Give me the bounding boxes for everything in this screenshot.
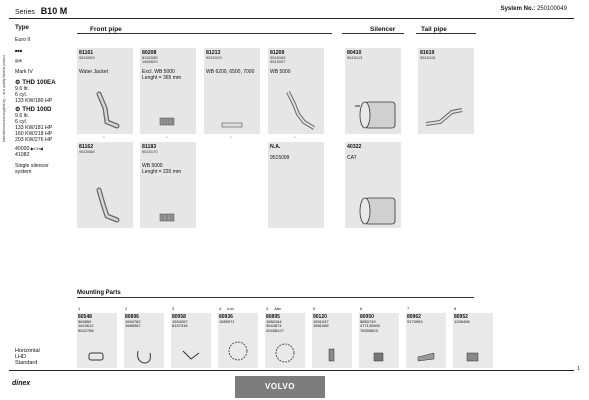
mount-part-number: 80895 — [266, 314, 280, 320]
mount-oe-number: 569850 1624612 9522768 — [78, 319, 94, 333]
oe-number: 9515115 — [420, 55, 436, 60]
gasket-icon — [77, 313, 117, 368]
engine2-line-4: 160 KW/218 HP — [15, 131, 53, 137]
ring-clamp-icon — [265, 313, 305, 368]
engine1-line-3: 133 KW/180 HP — [15, 98, 53, 104]
series-value: B10 M — [40, 6, 68, 16]
series-label: Series — [15, 9, 35, 16]
mounting-part-card[interactable] — [312, 306, 352, 368]
mount-index — [313, 306, 315, 311]
hanger-icon — [406, 313, 446, 368]
bolt-icon — [312, 313, 352, 368]
engine2-line-3: 133 KW/181 HP — [15, 125, 53, 131]
spec-lhd: LHD — [15, 354, 27, 361]
bracket-icon — [171, 313, 211, 368]
single-silencer: Single silencer — [15, 163, 49, 169]
clamp-icon — [124, 313, 164, 368]
silencer-drawing — [345, 48, 401, 134]
connector-mark: ◦ — [230, 135, 233, 141]
part-number: 81162 — [79, 144, 94, 150]
engine1-title-text: THD 100EA — [22, 79, 56, 86]
oe-number: 9515170 — [142, 149, 158, 154]
part-number: 81209 — [270, 50, 285, 56]
part-card[interactable] — [268, 48, 324, 134]
type-panel — [15, 25, 73, 175]
part-number: 81161 — [79, 50, 94, 56]
range-arrow-icon: ▶CH◀ — [30, 146, 43, 151]
system-label: System No.: — [500, 6, 536, 12]
oe-number: 9515063 — [79, 55, 95, 60]
tail-pipe-line — [416, 33, 476, 34]
washer-icon — [453, 313, 493, 368]
tail-pipe-drawing — [418, 48, 474, 134]
mount-index — [454, 306, 456, 311]
engine2-line-2: 6 cyl. — [15, 119, 28, 125]
part-number: 40322 — [347, 144, 362, 150]
silencer-line — [342, 33, 404, 34]
system-value: 250100049 — [536, 6, 567, 12]
part-number: 81619 — [420, 50, 435, 56]
bent-pipe-drawing — [77, 142, 133, 228]
side-note: Manufactured and supplied by ... as a quality exhaust product — [2, 55, 6, 142]
mount-index-num: 8 — [454, 306, 457, 311]
oe-number: 9518184 9515097 — [270, 55, 286, 65]
oe-number: 9515103 — [206, 55, 222, 60]
engine1-line-2: 6 cyl. — [15, 92, 28, 98]
part-card[interactable] — [418, 48, 474, 134]
part-number: 80208 — [142, 50, 157, 56]
mount-index-num: 7 — [407, 306, 410, 311]
section-silencer: Silencer — [370, 26, 396, 33]
part-card[interactable] — [268, 142, 324, 228]
mount-qty: Abc — [274, 306, 282, 311]
mount-oe-number: 5850749 477130800 78305823 — [360, 319, 381, 333]
mount-index-num: 4 — [266, 306, 269, 311]
mount-index-num: 1 — [78, 306, 81, 311]
brand-banner: VOLVO — [235, 376, 325, 398]
bent-pipe-drawing — [77, 48, 133, 134]
type-title: Type — [15, 24, 29, 31]
mount-oe-number: 1591047 1581066 — [313, 319, 329, 329]
spec-horizontal: Horizontal — [15, 348, 40, 354]
mount-index-num: 3 — [172, 306, 175, 311]
page-number: 1 — [577, 366, 580, 372]
mark-label: Mark IV — [15, 69, 33, 75]
mount-index — [407, 306, 409, 311]
part-note: CAT — [347, 154, 357, 161]
system-word: system — [15, 169, 32, 175]
spec-standard: Standard — [15, 360, 38, 367]
part-card[interactable] — [345, 48, 401, 134]
mounting-part-card[interactable] — [77, 306, 117, 368]
engine2-line-1: 9.6 ltr. — [15, 113, 30, 119]
euro-label: Euro II — [15, 37, 31, 43]
mount-index — [266, 306, 281, 311]
mounting-part-card[interactable] — [265, 306, 305, 368]
section-tail-pipe: Tail pipe — [421, 26, 447, 33]
front-pipe-line — [77, 33, 332, 34]
connector-mark: ◦ — [294, 135, 297, 141]
part-number: 81183 — [142, 144, 157, 150]
part-note: WB 5000 — [270, 69, 291, 75]
oe-number: 9515113 — [347, 55, 363, 60]
nut-icon — [359, 313, 399, 368]
ring-clamp-icon — [218, 313, 258, 368]
footer-rule — [9, 370, 574, 371]
oe-number: 8152085 1669629 — [142, 55, 158, 65]
mount-index-num: 6 — [360, 306, 363, 311]
dinex-logo: dinex — [12, 380, 31, 387]
part-note: WB 6200, 6500, 7000 — [206, 69, 255, 75]
engine-icon: ⚙ — [15, 106, 21, 113]
mount-index — [172, 306, 174, 311]
engine-icon: ⚙ — [15, 79, 21, 86]
engine2-title-text: THD 100D — [22, 106, 52, 113]
mount-index-num: 4 — [219, 306, 222, 311]
mounting-parts-title: Mounting Parts — [77, 290, 121, 296]
connector-mark: ◦ — [103, 135, 106, 141]
long-pipe-drawing — [268, 48, 324, 134]
mount-oe-number: 1594267 8157316 — [172, 319, 188, 329]
part-note: Water Jacket — [79, 69, 108, 75]
part-card[interactable] — [345, 142, 401, 228]
mount-index — [78, 306, 80, 311]
mounting-part-card[interactable] — [406, 306, 446, 368]
mounting-part-card[interactable] — [453, 306, 493, 368]
mount-part-number: 90120 — [313, 314, 327, 320]
kit-icon: ▤⊗ — [15, 58, 23, 63]
mounting-line — [77, 297, 474, 298]
mount-part-number: 80896 — [125, 314, 139, 320]
engine1-line-1: 9.6 ltr. — [15, 86, 30, 92]
engine2-line-5: 203 KW/276 HP — [15, 137, 53, 143]
oe-number: 9515068 — [79, 149, 95, 154]
part-note: Excl. WB 5000 Lenght = 365 mm — [142, 69, 182, 81]
part-number: 80410 — [347, 50, 362, 56]
mount-part-number: 80962 — [407, 314, 421, 320]
catalyst-drawing — [345, 142, 401, 228]
part-note: 9515099 — [270, 154, 290, 161]
part-card[interactable] — [140, 48, 196, 134]
flex-pipe-drawing — [140, 48, 196, 134]
mounting-part-card[interactable] — [359, 306, 399, 368]
flex-pipe-drawing — [140, 142, 196, 228]
part-number: 81213 — [206, 50, 221, 56]
mounting-part-card[interactable] — [218, 306, 258, 368]
header-rule — [9, 18, 574, 19]
mount-qty: Incl. — [227, 306, 235, 311]
chassis-to: 41082 — [15, 152, 30, 158]
mount-index-num: 2 — [125, 306, 128, 311]
mounting-part-card[interactable] — [171, 306, 211, 368]
part-number: N.A. — [270, 144, 281, 150]
part-card[interactable] — [77, 48, 133, 134]
part-note: WB 5000 Lenght = 220 mm — [142, 163, 182, 175]
mount-index — [219, 306, 235, 311]
mount-part-number: 80952 — [454, 314, 468, 320]
mounting-spec — [15, 348, 40, 367]
part-card[interactable] — [77, 142, 133, 228]
mount-index — [360, 306, 362, 311]
part-card[interactable] — [140, 142, 196, 228]
series-header — [15, 6, 67, 16]
mount-index — [125, 306, 127, 311]
euro-icon: ■■■ — [15, 48, 23, 53]
mount-index-num: 5 — [313, 306, 316, 311]
mount-oe-number: 1206408 — [454, 319, 470, 324]
mount-part-number: 80958 — [172, 314, 186, 320]
system-number — [501, 6, 567, 12]
connector-mark: ◦ — [166, 135, 169, 141]
mount-part-number: 80950 — [360, 314, 374, 320]
part-card[interactable] — [204, 48, 260, 134]
chassis-from: 40000 — [15, 146, 30, 152]
mounting-part-card[interactable] — [124, 306, 164, 368]
section-front-pipe: Front pipe — [90, 26, 122, 33]
mount-oe-number: 9173953 — [407, 319, 423, 324]
mount-oe-number: 1589971 — [219, 319, 235, 324]
mount-part-number: 80936 — [219, 314, 233, 320]
mount-oe-number: 1594782 1688387 — [125, 319, 141, 329]
mount-oe-number: 1660164 3943874 20438127 — [266, 319, 284, 333]
mount-part-number: 80548 — [78, 314, 92, 320]
straight-pipe-drawing — [204, 48, 260, 134]
